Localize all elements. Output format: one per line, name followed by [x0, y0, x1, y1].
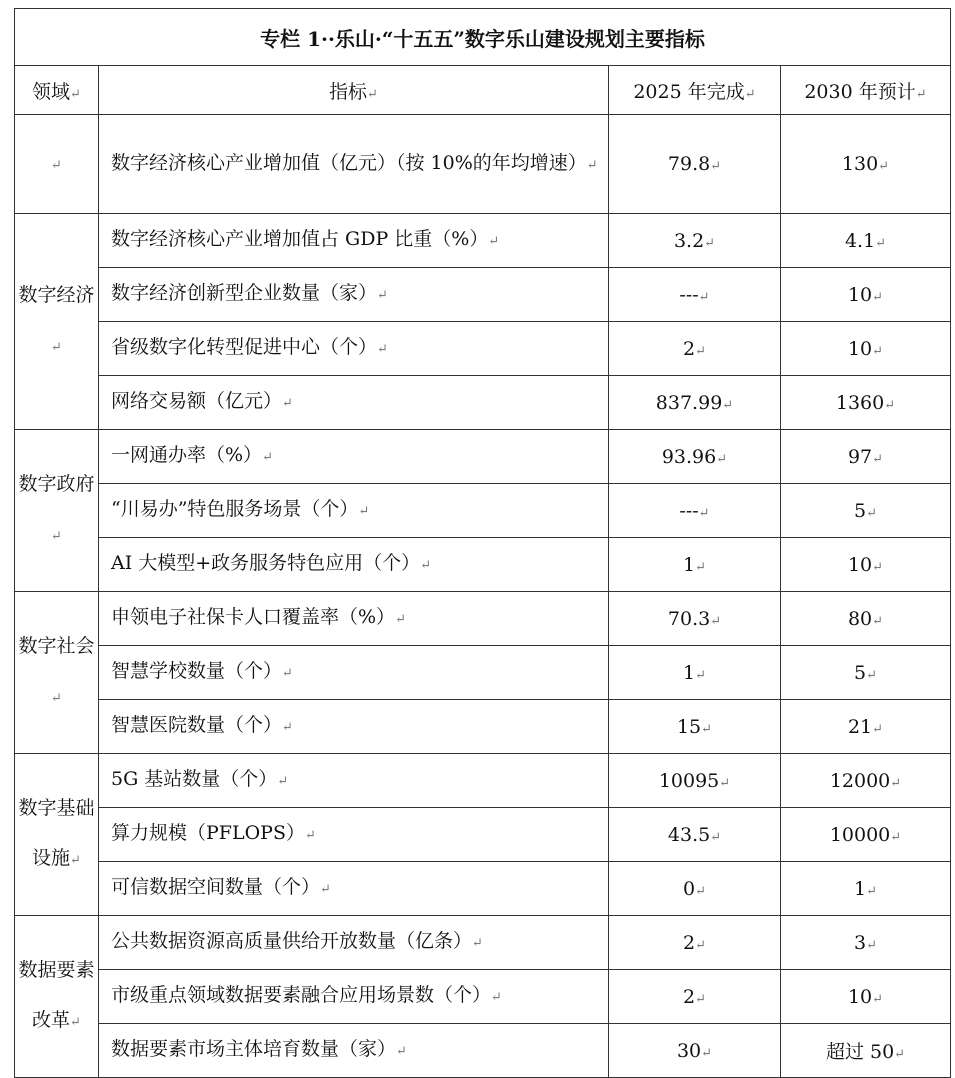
value-2030: 10000↵ [781, 808, 951, 862]
value-2030: 10↵ [781, 538, 951, 592]
indicator-cell: AI 大模型+政务服务特色应用（个）↵ [99, 538, 609, 592]
value-2030: 5↵ [781, 646, 951, 700]
value-2030: 97↵ [781, 430, 951, 484]
value-2025: 1↵ [609, 538, 781, 592]
table-title: 专栏 1··乐山·“十五五”数字乐山建设规划主要指标 [15, 9, 951, 66]
domain-cell: 数据要素改革↵ [15, 916, 99, 1078]
table-row [15, 916, 951, 970]
value-2030: 超过 50↵ [781, 1024, 951, 1078]
table-row [15, 376, 951, 430]
indicator-cell: 可信数据空间数量（个）↵ [99, 862, 609, 916]
value-2030: 130↵ [781, 115, 951, 214]
indicator-cell: 数字经济创新型企业数量（家）↵ [99, 268, 609, 322]
value-2025: 79.8↵ [609, 115, 781, 214]
domain-cell: 数字社会↵ [15, 592, 99, 754]
table-row [15, 754, 951, 808]
value-2025: 1↵ [609, 646, 781, 700]
value-2030: 10↵ [781, 268, 951, 322]
indicator-cell: 数字经济核心产业增加值（亿元）（按 10%的年均增速）↵ [99, 115, 609, 214]
indicator-cell: “川易办”特色服务场景（个）↵ [99, 484, 609, 538]
table-row [15, 646, 951, 700]
value-2025: 2↵ [609, 916, 781, 970]
indicator-cell: 网络交易额（亿元）↵ [99, 376, 609, 430]
indicator-cell: 5G 基站数量（个）↵ [99, 754, 609, 808]
value-2025: 837.99↵ [609, 376, 781, 430]
value-2025: ---↵ [609, 484, 781, 538]
value-2030: 12000↵ [781, 754, 951, 808]
header-2025: 2025 年完成↵ [609, 66, 781, 115]
indicator-cell: 公共数据资源高质量供给开放数量（亿条）↵ [99, 916, 609, 970]
table-row [15, 484, 951, 538]
value-2025: 15↵ [609, 700, 781, 754]
indicator-cell: 一网通办率（%）↵ [99, 430, 609, 484]
indicator-cell: 数据要素市场主体培育数量（家）↵ [99, 1024, 609, 1078]
domain-cell: 数字基础设施↵ [15, 754, 99, 916]
domain-cell: ↵ [15, 115, 99, 214]
table-row [15, 115, 951, 214]
domain-cell: 数字经济↵ [15, 214, 99, 430]
value-2030: 21↵ [781, 700, 951, 754]
value-2025: 43.5↵ [609, 808, 781, 862]
header-domain: 领域↵ [15, 66, 99, 115]
value-2030: 10↵ [781, 970, 951, 1024]
value-2030: 10↵ [781, 322, 951, 376]
value-2025: 10095↵ [609, 754, 781, 808]
table-row [15, 1024, 951, 1078]
table-row [15, 592, 951, 646]
indicator-cell: 申领电子社保卡人口覆盖率（%）↵ [99, 592, 609, 646]
value-2030: 80↵ [781, 592, 951, 646]
indicator-cell: 算力规模（PFLOPS）↵ [99, 808, 609, 862]
value-2025: 3.2↵ [609, 214, 781, 268]
header-indicator: 指标↵ [99, 66, 609, 115]
indicator-cell: 智慧学校数量（个）↵ [99, 646, 609, 700]
value-2025: ---↵ [609, 268, 781, 322]
table-row [15, 970, 951, 1024]
table-row [15, 268, 951, 322]
value-2025: 30↵ [609, 1024, 781, 1078]
table-row [15, 808, 951, 862]
value-2030: 4.1↵ [781, 214, 951, 268]
header-2030: 2030 年预计↵ [781, 66, 951, 115]
value-2025: 93.96↵ [609, 430, 781, 484]
table-row [15, 322, 951, 376]
value-2030: 3↵ [781, 916, 951, 970]
table-row [15, 700, 951, 754]
value-2025: 0↵ [609, 862, 781, 916]
indicator-cell: 数字经济核心产业增加值占 GDP 比重（%）↵ [99, 214, 609, 268]
table-row [15, 214, 951, 268]
value-2030: 1↵ [781, 862, 951, 916]
table-row [15, 862, 951, 916]
value-2025: 70.3↵ [609, 592, 781, 646]
indicator-cell: 省级数字化转型促进中心（个）↵ [99, 322, 609, 376]
value-2030: 5↵ [781, 484, 951, 538]
indicator-cell: 智慧医院数量（个）↵ [99, 700, 609, 754]
table-row [15, 430, 951, 484]
value-2025: 2↵ [609, 322, 781, 376]
value-2030: 1360↵ [781, 376, 951, 430]
value-2025: 2↵ [609, 970, 781, 1024]
domain-cell: 数字政府↵ [15, 430, 99, 592]
table-row [15, 538, 951, 592]
indicator-cell: 市级重点领域数据要素融合应用场景数（个）↵ [99, 970, 609, 1024]
indicator-table [14, 8, 951, 1078]
